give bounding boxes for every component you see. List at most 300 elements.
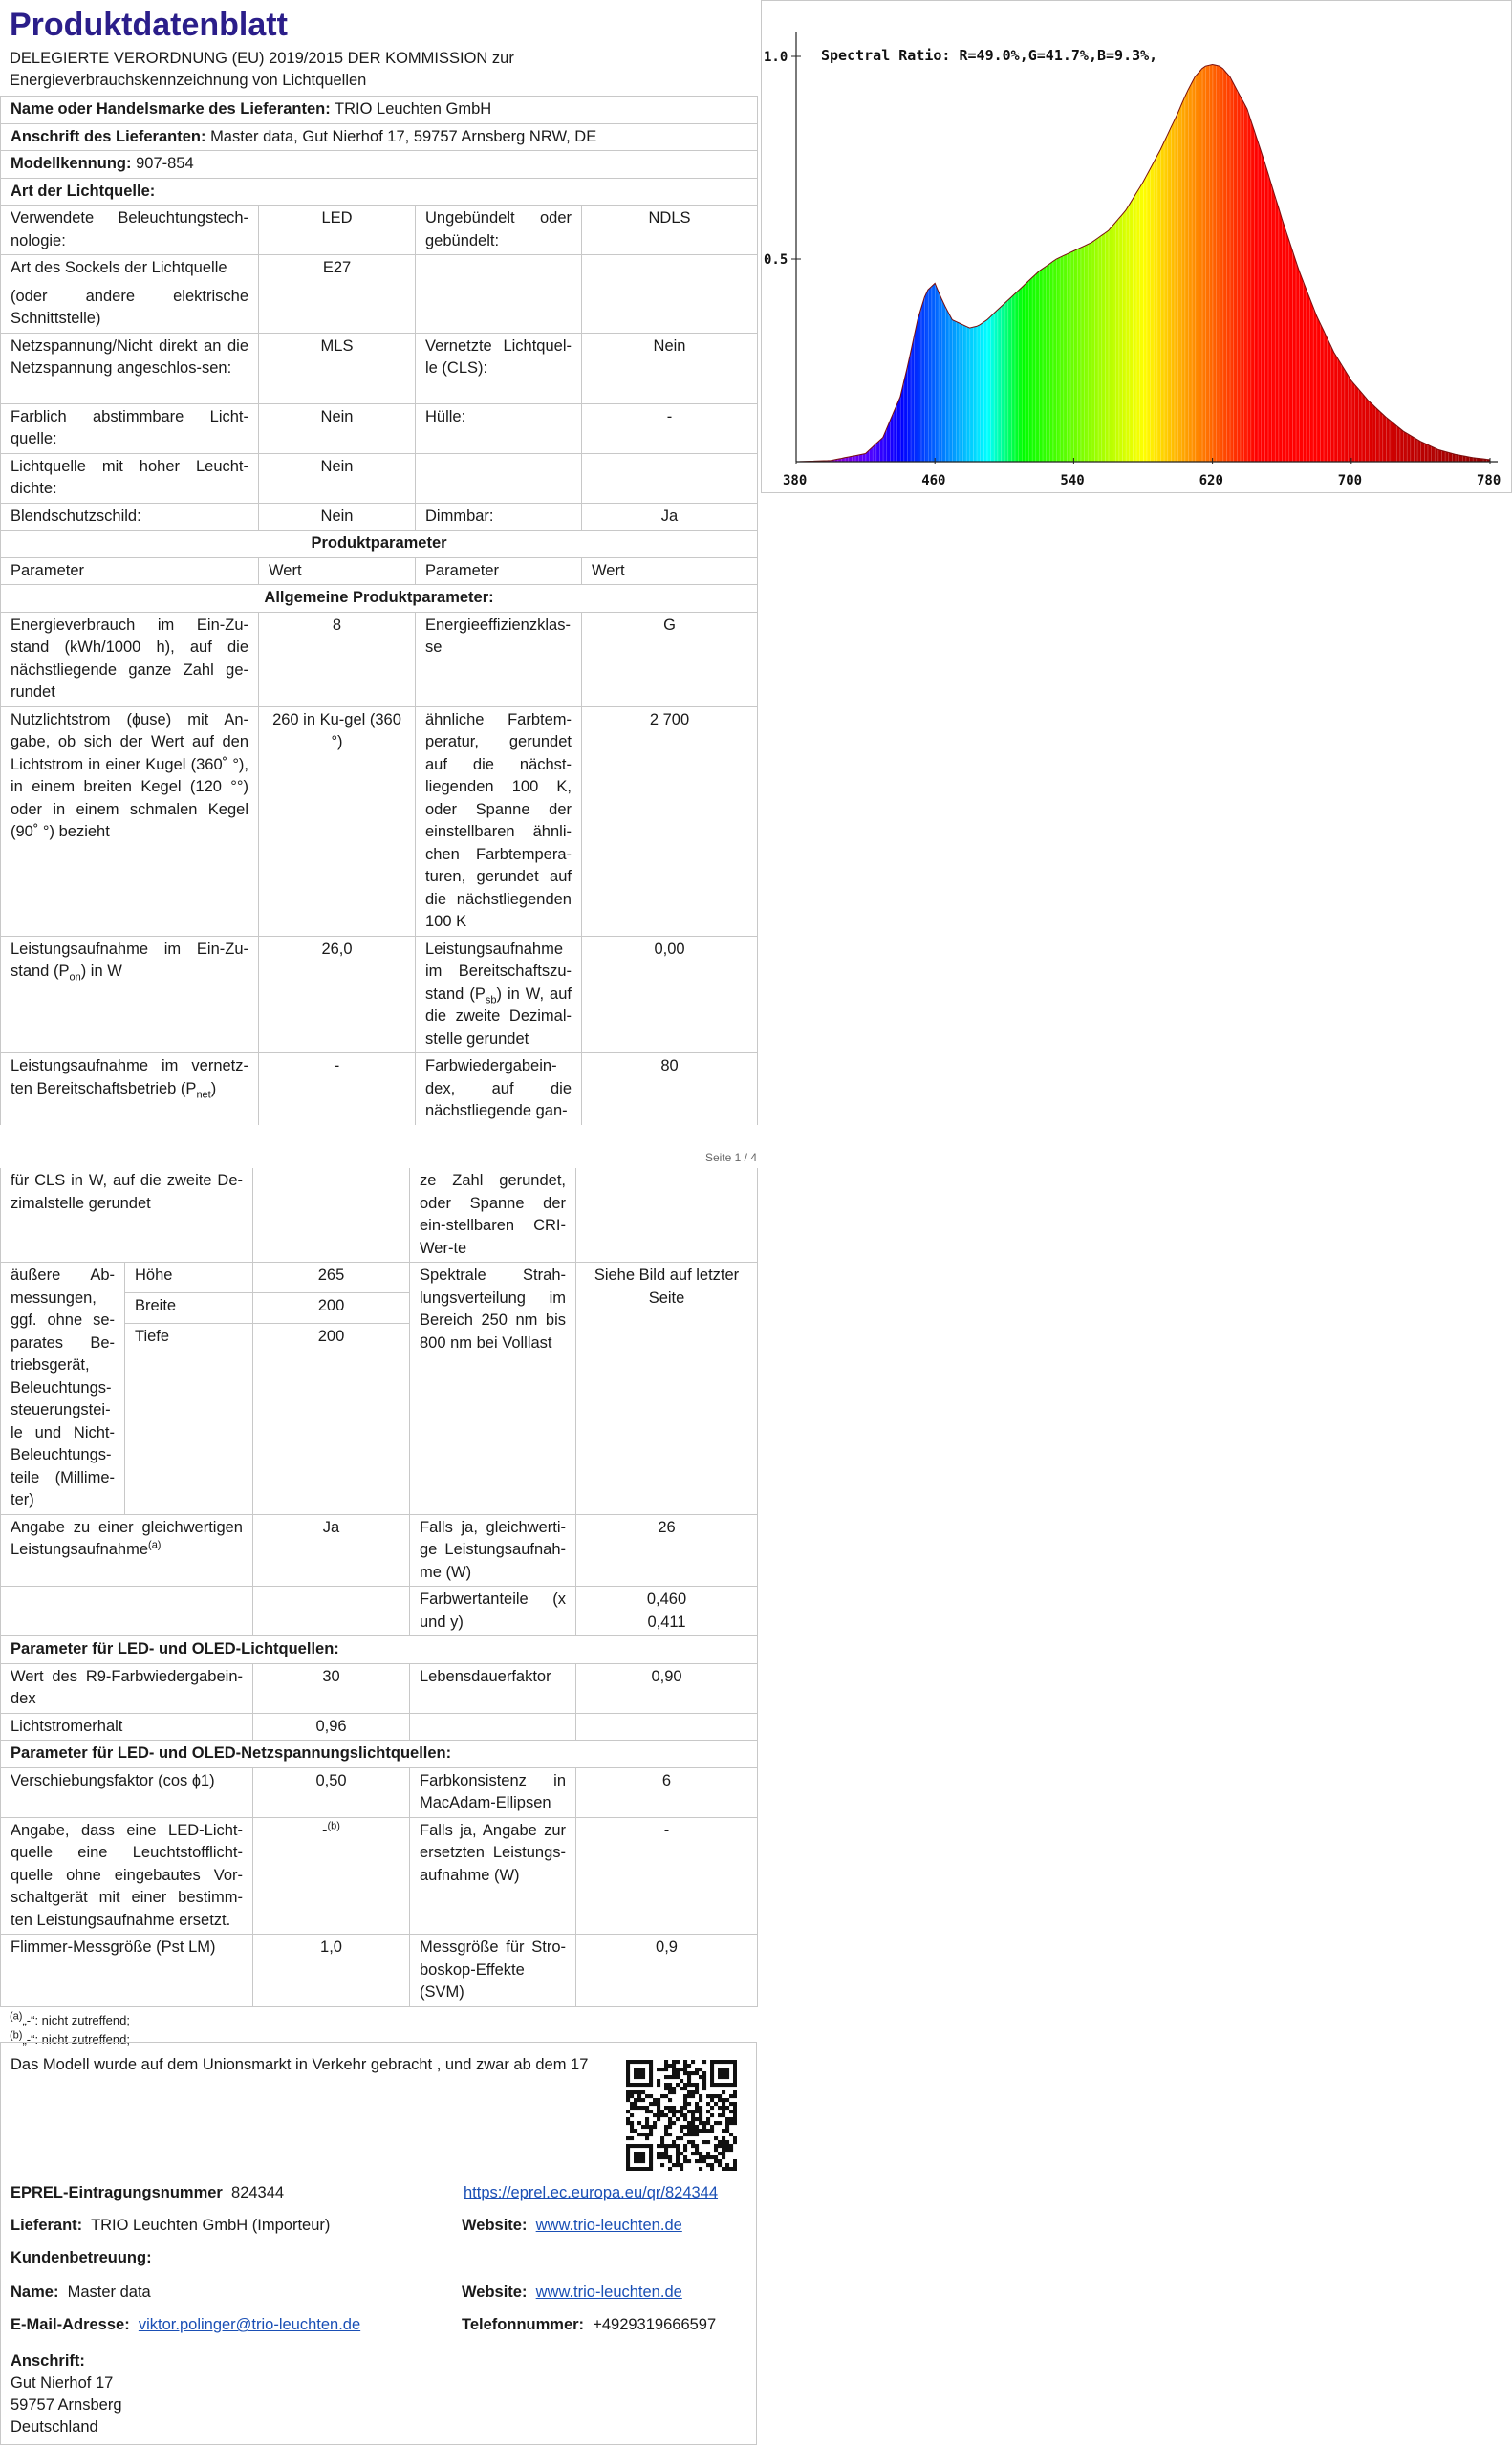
cri-label-cont: ze Zahl gerundet, oder Spanne der ein-stellbaren CRI-Wer-te [410, 1168, 576, 1263]
spectrum-stripe [1035, 35, 1036, 462]
spectrum-stripe [1258, 35, 1259, 462]
spectrum-stripe [945, 35, 946, 462]
spectrum-stripe [1081, 35, 1082, 462]
qr-module [626, 2094, 630, 2098]
spectrum-stripe [1327, 35, 1328, 462]
type-value: Nein [259, 403, 416, 453]
equivalent-power-value: Ja [253, 1514, 410, 1587]
spectrum-stripe [1435, 35, 1436, 462]
qr-module [687, 2064, 691, 2068]
qr-module [699, 2098, 702, 2102]
phone-value: +4929319666597 [593, 2316, 717, 2333]
spectrum-stripe [886, 35, 887, 462]
qr-module [699, 2094, 702, 2098]
spectrum-bar [798, 35, 800, 462]
qr-module [702, 2140, 706, 2144]
spectrum-bar [1412, 35, 1414, 462]
spectrum-bar [1072, 35, 1074, 462]
qr-module [687, 2129, 691, 2133]
qr-module [733, 2079, 737, 2083]
spectrum-bar [1034, 35, 1036, 462]
spectrum-bar [1103, 35, 1105, 462]
spectrum-bar [1048, 35, 1049, 462]
spectrum-bar [1082, 35, 1084, 462]
type-label: Ungebündelt oder gebündelt: [416, 206, 582, 255]
qr-code-icon[interactable] [626, 2060, 737, 2171]
spectrum-stripe [831, 35, 832, 462]
qr-module [680, 2163, 683, 2167]
qr-module [637, 2106, 641, 2110]
qr-module [660, 2152, 664, 2155]
spectrum-bar [958, 35, 960, 462]
spectrum-stripe [1341, 35, 1342, 462]
address-block [11, 2350, 122, 2438]
qr-module [637, 2083, 641, 2087]
spectrum-stripe [1320, 35, 1321, 462]
qr-module [630, 2106, 634, 2110]
spectrum-bar [1326, 35, 1328, 462]
qr-module [672, 2113, 676, 2117]
spectrum-bar [841, 35, 843, 462]
qr-module [706, 2129, 710, 2133]
qr-module [729, 2144, 733, 2148]
spectrum-bar [1460, 35, 1462, 462]
qr-module [725, 2167, 729, 2171]
spectrum-stripe [966, 35, 967, 462]
spectrum-stripe [1337, 35, 1338, 462]
qr-module [634, 2144, 637, 2148]
spectrum-stripe [1299, 35, 1300, 462]
spectrum-stripe [828, 35, 829, 462]
qr-module [725, 2144, 729, 2148]
qr-module [680, 2167, 683, 2171]
spectrum-stripe [841, 35, 842, 462]
spectrum-bar [1473, 35, 1475, 462]
qr-module [649, 2167, 653, 2171]
qr-module [695, 2159, 699, 2163]
qr-module [676, 2163, 680, 2167]
spectrum-bar [933, 35, 935, 462]
qr-module [718, 2106, 722, 2110]
footnote-ref-b: (b) [327, 1820, 340, 1831]
spectrum-bar [1405, 35, 1407, 462]
qr-module [680, 2129, 683, 2133]
qr-module [676, 2136, 680, 2140]
qr-module [733, 2068, 737, 2071]
spectrum-stripe [987, 35, 988, 462]
qr-module [710, 2083, 714, 2087]
qr-module [729, 2117, 733, 2121]
spectrum-bar [875, 35, 877, 462]
spectrum-stripe [869, 35, 870, 462]
qr-module [672, 2087, 676, 2090]
qr-module [695, 2148, 699, 2152]
spectrum-bar [1407, 35, 1409, 462]
spectrum-bar [1415, 35, 1417, 462]
power-factor-value: 0,50 [253, 1767, 410, 1817]
qr-module [645, 2060, 649, 2064]
qr-module [718, 2068, 722, 2071]
qr-module [634, 2167, 637, 2171]
spectrum-bar [1204, 35, 1206, 462]
spectrum-stripe [1018, 35, 1019, 462]
qr-module [626, 2110, 630, 2113]
spectrum-bar [1381, 35, 1383, 462]
standby-power-value: 0,00 [582, 936, 758, 1053]
spectrum-stripe [1285, 35, 1286, 462]
spectrum-bar [1335, 35, 1337, 462]
qr-module [729, 2102, 733, 2106]
spectrum-bar [892, 35, 894, 462]
dimensions-label: äußere Ab-messungen, ggf. ohne se-parates Be-triebsgerät, Beleuchtungs-steuerungstei-le und Nicht-Beleuchtungs-teile (Millime-ter) [1, 1263, 125, 1515]
spectrum-stripe [1348, 35, 1349, 462]
spectrum-stripe [1400, 35, 1401, 462]
phone-row [462, 2316, 716, 2334]
qr-module [626, 2098, 630, 2102]
qr-module [626, 2071, 630, 2075]
spectrum-stripe [1264, 35, 1265, 462]
spectrum-bar [1439, 35, 1441, 462]
qr-module [714, 2121, 718, 2125]
spectrum-stripe [952, 35, 953, 462]
qr-module [634, 2102, 637, 2106]
supplier-address-label: Anschrift des Lieferanten: [11, 127, 206, 145]
spectrum-stripe [1119, 35, 1120, 462]
qr-module [718, 2060, 722, 2064]
spectrum-bar [1128, 35, 1130, 462]
general-params-heading: Allgemeine Produktparameter: [1, 585, 758, 613]
spectrum-stripe [1372, 35, 1373, 462]
type-value: Nein [582, 333, 758, 403]
qr-module [645, 2083, 649, 2087]
qr-module [676, 2155, 680, 2159]
spectrum-stripe [834, 35, 835, 462]
supplier-table [0, 96, 758, 1125]
qr-module [664, 2106, 668, 2110]
qr-module [733, 2163, 737, 2167]
qr-module [733, 2075, 737, 2079]
spectrum-bar [1462, 35, 1464, 462]
email-link[interactable]: viktor.polinger@trio-leuchten.de [138, 2316, 361, 2333]
networked-standby-close: ) [210, 1079, 217, 1097]
qr-module [634, 2075, 637, 2079]
spectrum-bar [843, 35, 845, 462]
spectrum-bar [1131, 35, 1133, 462]
empty-cell [253, 1587, 410, 1636]
qr-module [729, 2121, 733, 2125]
qr-module [710, 2075, 714, 2079]
qr-module [710, 2155, 714, 2159]
on-mode-power-sub: on [69, 971, 81, 984]
qr-module [641, 2083, 645, 2087]
eprel-label: EPREL-Eintragungsnummer [11, 2184, 223, 2201]
spectrum-stripe [1414, 35, 1415, 462]
flicker-label: Flimmer-Messgröße (Pst LM) [1, 1935, 253, 2007]
footnote-ref-a: (a) [148, 1539, 162, 1551]
footnote-a [0, 2011, 757, 2030]
fluorescent-replacement-label: Angabe, dass eine LED-Licht-quelle eine Leuchtstofflicht-quelle ohne eingebautes Vor-schaltgerät mit einer bestimm-ten Leistungsaufnahme ersetzt. [1, 1817, 253, 1935]
spectrum-stripe [1147, 35, 1148, 462]
website-row [462, 2217, 682, 2235]
spectrum-stripe [970, 35, 971, 462]
spectrum-bar [831, 35, 832, 462]
spectrum-stripe [1420, 35, 1421, 462]
type-value: NDLS [582, 206, 758, 255]
spectrum-bar [1211, 35, 1213, 462]
networked-standby-text: Leistungsaufnahme im vernetz-ten Bereitschaftsbetrieb (P [11, 1057, 248, 1097]
spectrum-bar [850, 35, 852, 462]
qr-module [710, 2129, 714, 2133]
qr-module [657, 2102, 660, 2106]
spectrum-bar [829, 35, 831, 462]
qr-module [672, 2075, 676, 2079]
qr-module [691, 2125, 695, 2129]
spectrum-bar [1277, 35, 1279, 462]
qr-module [660, 2068, 664, 2071]
spectrum-stripe [1452, 35, 1453, 462]
qr-module [668, 2159, 672, 2163]
spectrum-bar [1458, 35, 1459, 462]
spectrum-bar [1409, 35, 1411, 462]
spectrum-stripe [1396, 35, 1397, 462]
spectrum-stripe [935, 35, 936, 462]
spectrum-bar [1356, 35, 1358, 462]
spectrum-bar [855, 35, 857, 462]
qr-module [695, 2071, 699, 2075]
qr-module [649, 2133, 653, 2136]
chromaticity-y: 0,411 [647, 1613, 686, 1631]
eprel-link[interactable]: https://eprel.ec.europa.eu/qr/824344 [464, 2184, 719, 2201]
spectrum-stripe [1473, 35, 1474, 462]
spectrum-stripe [862, 35, 863, 462]
qr-module [664, 2087, 668, 2090]
spectrum-stripe [1233, 35, 1234, 462]
spectrum-stripe [1251, 35, 1252, 462]
type-label: Hülle: [416, 403, 582, 453]
spectrum-stripe [1043, 35, 1044, 462]
spectrum-bar [1260, 35, 1262, 462]
networked-standby-label-cont: für CLS in W, auf die zweite De-zimalstelle gerundet [1, 1168, 253, 1263]
spectrum-bar [1117, 35, 1119, 462]
qr-module [725, 2125, 729, 2129]
spectral-chart-svg [762, 1, 1511, 492]
qr-module [626, 2117, 630, 2121]
spectrum-bar [1424, 35, 1426, 462]
spectrum-bar [1346, 35, 1348, 462]
qr-module [718, 2152, 722, 2155]
qr-module [691, 2090, 695, 2094]
spectrum-stripe [1202, 35, 1203, 462]
qr-module [687, 2079, 691, 2083]
qr-module [668, 2087, 672, 2090]
qr-module [649, 2125, 653, 2129]
spectrum-bar [1162, 35, 1164, 462]
spectrum-bar [1488, 35, 1490, 462]
spectrum-stripe [1275, 35, 1276, 462]
qr-module [634, 2083, 637, 2087]
qr-module [725, 2068, 729, 2071]
standby-power-unit: ) in W, auf die zweite Dezimal-stelle gerundet [425, 985, 572, 1048]
qr-module [668, 2133, 672, 2136]
fluorescent-replacement-value [253, 1817, 410, 1935]
spectrum-bar [913, 35, 915, 462]
contact-name-value: Master data [67, 2284, 151, 2301]
qr-module [725, 2129, 729, 2133]
spectrum-bar [862, 35, 864, 462]
qr-module [706, 2110, 710, 2113]
qr-module [630, 2102, 634, 2106]
spectrum-stripe [1271, 35, 1272, 462]
spectrum-bar [1100, 35, 1102, 462]
spectrum-bar [1266, 35, 1268, 462]
qr-module [725, 2106, 729, 2110]
lumen-maintenance-label: Lichtstromerhalt [1, 1713, 253, 1741]
spectrum-stripe [1268, 35, 1269, 462]
qr-module [630, 2136, 634, 2140]
replacement-dash: - [322, 1821, 328, 1839]
footnote-text: „-“: nicht zutreffend; [22, 2031, 130, 2046]
qr-module [657, 2117, 660, 2121]
qr-module [687, 2140, 691, 2144]
spectrum-stripe [1261, 35, 1262, 462]
spectrum-stripe [852, 35, 853, 462]
qr-module [649, 2163, 653, 2167]
spectrum-stripe [1476, 35, 1477, 462]
qr-module [706, 2117, 710, 2121]
params-table-continued [0, 1168, 758, 2007]
luminous-flux-label: Nutzlichtstrom (ɸuse) mit An-gabe, ob sich der Wert auf den Lichtstrom in einer Kugel (360˚ °), in einem breiten Kegel (120 °°) oder in einem schmalen Kegel (90˚ °) bezieht [1, 706, 259, 936]
qr-module [699, 2129, 702, 2133]
spectrum-bar [1450, 35, 1452, 462]
empty-cell [576, 1713, 758, 1741]
qr-module [683, 2098, 687, 2102]
spectrum-stripe [1390, 35, 1391, 462]
spectrum-stripe [1133, 35, 1134, 462]
qr-module [706, 2140, 710, 2144]
qr-module [718, 2159, 722, 2163]
spectrum-stripe [1354, 35, 1355, 462]
website2-link[interactable]: www.trio-leuchten.de [535, 2284, 682, 2301]
spd-label: Spektrale Strah-lungsverteilung im Bereich 250 nm bis 800 nm bei Volllast [410, 1263, 576, 1515]
type-label [416, 453, 582, 503]
spectrum-bar [1436, 35, 1438, 462]
y-tick-label: 0.5 [764, 252, 788, 268]
chart-title: Spectral Ratio: R=49.0%,G=41.7%,B=9.3%, [821, 47, 1158, 64]
spectrum-stripe [1150, 35, 1151, 462]
energy-class-value: G [582, 612, 758, 706]
qr-module [683, 2144, 687, 2148]
qr-module [733, 2113, 737, 2117]
dim-height-value: 265 [253, 1263, 410, 1293]
qr-module [676, 2071, 680, 2075]
qr-module [722, 2106, 725, 2110]
qr-module [637, 2071, 641, 2075]
spectrum-stripe [1105, 35, 1106, 462]
spectrum-bar [1364, 35, 1366, 462]
spectrum-bar [1054, 35, 1056, 462]
spectrum-stripe [1386, 35, 1387, 462]
spectrum-stripe [911, 35, 912, 462]
spectrum-stripe [939, 35, 940, 462]
on-mode-power-label [1, 936, 259, 1053]
spectrum-bar [820, 35, 822, 462]
qr-module [695, 2090, 699, 2094]
spectrum-bar [1431, 35, 1433, 462]
qr-module [722, 2071, 725, 2075]
qr-module [718, 2075, 722, 2079]
qr-module [729, 2148, 733, 2152]
spectrum-bar [807, 35, 809, 462]
spectrum-stripe [1088, 35, 1089, 462]
spectrum-stripe [1445, 35, 1446, 462]
qr-module [664, 2064, 668, 2068]
qr-module [710, 2079, 714, 2083]
macadam-value: 6 [576, 1767, 758, 1817]
customer-service-heading [11, 2249, 152, 2267]
spectrum-bar [1169, 35, 1171, 462]
spectrum-bar [1158, 35, 1160, 462]
qr-module [641, 2071, 645, 2075]
qr-module [733, 2102, 737, 2106]
qr-module [680, 2110, 683, 2113]
qr-module [657, 2113, 660, 2117]
qr-module [729, 2167, 733, 2171]
qr-module [699, 2121, 702, 2125]
energy-class-label: Energieeffizienzklas-se [416, 612, 582, 706]
spectrum-bar [826, 35, 828, 462]
spectrum-stripe [1098, 35, 1099, 462]
spectrum-stripe [875, 35, 876, 462]
spectrum-bar [1113, 35, 1115, 462]
chromaticity-label: Farbwertanteile (x und y) [410, 1587, 576, 1636]
qr-module [691, 2152, 695, 2155]
qr-module [649, 2060, 653, 2064]
qr-module [695, 2117, 699, 2121]
qr-module [706, 2102, 710, 2106]
spectrum-stripe [1181, 35, 1182, 462]
qr-module [699, 2106, 702, 2110]
address-line: 59757 Arnsberg [11, 2396, 122, 2414]
qr-module [729, 2060, 733, 2064]
spectrum-bar [1322, 35, 1324, 462]
spectrum-bar [1156, 35, 1157, 462]
qr-module [695, 2110, 699, 2113]
qr-module [691, 2140, 695, 2144]
spectrum-stripe [960, 35, 961, 462]
equivalent-watt-value: 26 [576, 1514, 758, 1587]
spectrum-bar [982, 35, 983, 462]
qr-module [626, 2075, 630, 2079]
spectrum-stripe [1254, 35, 1255, 462]
spectrum-bar [1120, 35, 1122, 462]
spectrum-bar [1476, 35, 1478, 462]
qr-module [683, 2068, 687, 2071]
cct-label: ähnliche Farbtem-peratur, gerundet auf die nächst-liegenden 100 K, oder Spanne der einstellbaren ähnli-chen Farbtempera-turen, gerundet auf die nächstliegenden 100 K [416, 706, 582, 936]
spectrum-stripe [894, 35, 895, 462]
spectrum-bar [1371, 35, 1372, 462]
spectrum-stripe [1160, 35, 1161, 462]
qr-module [660, 2140, 664, 2144]
spectrum-bar [885, 35, 887, 462]
qr-module [634, 2129, 637, 2133]
qr-module [657, 2152, 660, 2155]
spectrum-bar [811, 35, 813, 462]
spectrum-stripe [1049, 35, 1050, 462]
qr-module [722, 2144, 725, 2148]
qr-module [676, 2117, 680, 2121]
website-link[interactable]: www.trio-leuchten.de [535, 2217, 682, 2234]
qr-module [664, 2068, 668, 2071]
